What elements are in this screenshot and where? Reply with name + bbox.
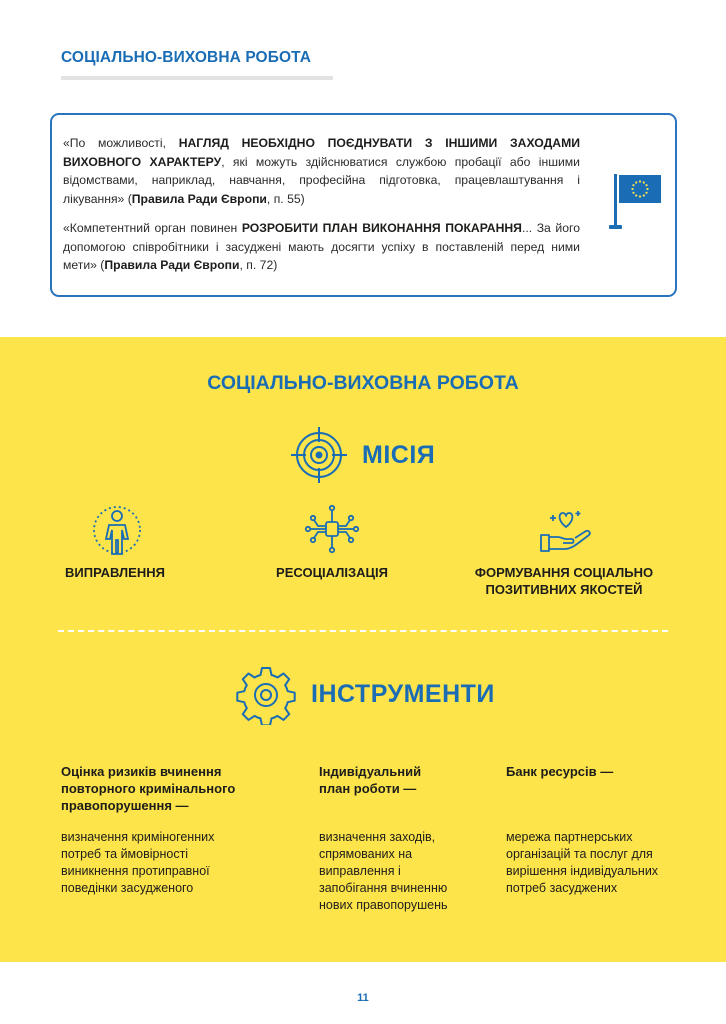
quote-segment: , п. 55): [266, 191, 305, 206]
eu-flag-icon: [608, 170, 664, 232]
quote-emphasis: Правила Ради Європи: [104, 258, 240, 272]
quote-paragraph-1: [63, 134, 580, 208]
tool-heading-resource-bank: Банк ресурсів —: [506, 764, 614, 779]
page-header-title: СОЦІАЛЬНО-ВИХОВНА РОБОТА: [61, 49, 311, 66]
tool-description-individual-plan: визначення заходів, спрямованих на виправлення і запобігання вчиненню нових правопорушень: [319, 830, 448, 912]
gear-icon: [236, 665, 296, 725]
person-icon: [89, 504, 145, 556]
quote-segment: ... За його допомогою співробітники і засуджені мають досягти успіху в поставленій перед ними мети» (: [63, 221, 580, 272]
mission-label-positive-qualities: ФОРМУВАННЯ СОЦІАЛЬНО ПОЗИТИВНИХ ЯКОСТЕЙ: [474, 565, 654, 597]
mission-label-correction: ВИПРАВЛЕННЯ: [65, 565, 165, 580]
section-title: СОЦІАЛЬНО-ВИХОВНА РОБОТА: [207, 372, 519, 394]
hand-heart-icon: [538, 505, 594, 557]
target-icon: [289, 425, 349, 485]
tool-description-risk-assessment: визначення криміногенних потреб та ймовірності виникнення протиправної поведінки засудженого: [61, 830, 215, 895]
quote-segment: «Компетентний орган повинен: [63, 221, 242, 235]
quote-box: [50, 113, 677, 297]
section-divider: [58, 630, 668, 632]
page-number: 11: [357, 992, 369, 1004]
mission-label-resocialization: РЕСОЦІАЛІЗАЦІЯ: [276, 565, 388, 580]
network-icon: [304, 504, 360, 556]
tool-heading-individual-plan: Індивідуальний план роботи —: [319, 764, 422, 796]
header-divider: [61, 76, 333, 80]
tool-heading-risk-assessment: Оцінка ризиків вчинення повторного кримінального правопорушення —: [61, 764, 236, 813]
quote-paragraph-2: [63, 219, 580, 275]
tools-title: ІНСТРУМЕНТИ: [311, 680, 495, 708]
quote-text: [63, 134, 580, 275]
quote-emphasis: РОЗРОБИТИ ПЛАН ВИКОНАННЯ ПОКАРАННЯ: [241, 221, 522, 235]
tool-description-resource-bank: мережа партнерських організацій та послуг для вирішення індивідуальних потреб засуджених: [506, 830, 659, 895]
quote-segment: , п. 72): [239, 258, 278, 272]
quote-segment: «По можливості,: [63, 136, 179, 150]
mission-title: МІСІЯ: [362, 441, 436, 469]
quote-segment: , які можуть здійснюватися службою пробації або іншими відомствами, наприклад, навчання, професійна підготовка, працевлаштування і лікування» (: [63, 154, 580, 206]
quote-emphasis: НАГЛЯД НЕОБХІДНО ПОЄДНУВАТИ З ІНШИМИ ЗАХОДАМИ ВИХОВНОГО ХАРАКТЕРУ: [63, 136, 580, 169]
quote-emphasis: Правила Ради Європи: [131, 191, 267, 206]
